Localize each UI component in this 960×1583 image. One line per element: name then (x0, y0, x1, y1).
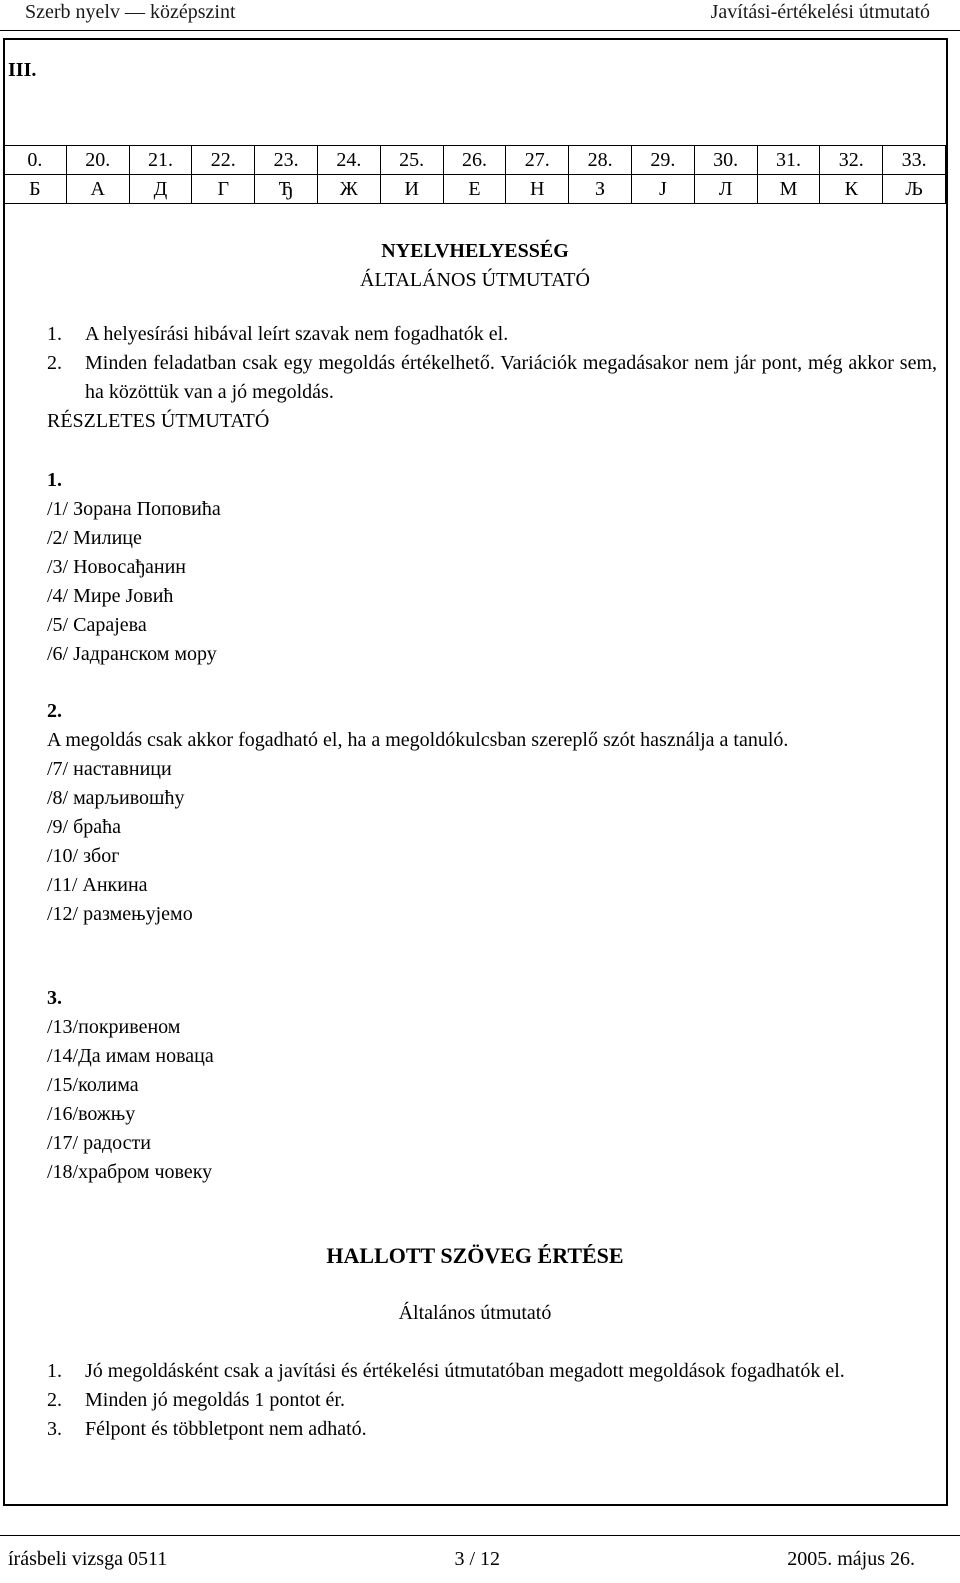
key-letter: Ж (317, 175, 380, 204)
key-letter: Ј (631, 175, 694, 204)
header-divider (0, 30, 960, 31)
task-3 (47, 984, 937, 1187)
footer-date: 2005. május 26. (787, 1548, 915, 1570)
answer-item: /15/колима (47, 1074, 139, 1096)
key-letter: А (66, 175, 129, 204)
page-header (25, 0, 930, 26)
answer-item: /16/вожњу (47, 1103, 136, 1125)
rule-number: 2. (47, 352, 62, 374)
header-subject: Szerb nyelv — középszint (25, 1, 236, 23)
answer-item: /3/ Новосађанин (47, 556, 187, 578)
rule-item (47, 1415, 937, 1444)
rule-item (47, 349, 937, 407)
page-footer (8, 1545, 915, 1574)
task-2 (47, 697, 937, 929)
rule-number: 3. (47, 1418, 62, 1440)
answer-key-numbers-row (4, 146, 946, 175)
key-letter: Е (443, 175, 506, 204)
key-number: 21. (129, 146, 192, 175)
key-number: 27. (506, 146, 569, 175)
answer-item: /14/Да имам новаца (47, 1045, 214, 1067)
key-number: 22. (192, 146, 255, 175)
task-note: A megoldás csak akkor fogadható el, ha a megoldókulcsban szereplő szót használja a tanuló. (47, 729, 789, 751)
section-id: III. (8, 59, 37, 81)
rule-text: Minden jó megoldás 1 pontot ér. (85, 1389, 345, 1411)
key-number: 20. (66, 146, 129, 175)
rule-text: Minden feladatban csak egy megoldás értékelhető. Variációk megadásakor nem jár pont, még akkor sem, ha közöttük van a jó megoldás. (85, 352, 937, 403)
key-letter: Ђ (255, 175, 318, 204)
hallott-title: HALLOTT SZÖVEG ÉRTÉSE (326, 1243, 624, 1268)
rule-text: Félpont és többletpont nem adható. (85, 1418, 367, 1440)
answer-item: /2/ Милице (47, 527, 142, 549)
rule-item (47, 1357, 937, 1386)
answer-key-table (3, 145, 946, 204)
key-letter: З (569, 175, 632, 204)
footer-divider (0, 1535, 960, 1536)
key-number: 26. (443, 146, 506, 175)
answer-item: /5/ Сарајева (47, 614, 147, 636)
key-letter: И (380, 175, 443, 204)
key-letter: Б (4, 175, 67, 204)
key-number: 23. (255, 146, 318, 175)
key-letter: Л (694, 175, 757, 204)
task-label: 1. (47, 469, 62, 491)
answer-item: /10/ због (47, 845, 120, 867)
rule-item (47, 320, 937, 349)
key-number: 30. (694, 146, 757, 175)
key-number: 25. (380, 146, 443, 175)
answer-item: /7/ наставници (47, 758, 172, 780)
answer-item: /1/ Зорана Поповића (47, 498, 221, 520)
answer-item: /13/покривеном (47, 1016, 181, 1038)
task-label: 3. (47, 987, 62, 1009)
rule-text: A helyesírási hibával leírt szavak nem fogadhatók el. (85, 323, 509, 345)
nyelvhelyesseg-title: NYELVHELYESSÉG (381, 240, 569, 262)
key-letter: Љ (883, 175, 946, 204)
answer-item: /18/храбром човеку (47, 1161, 213, 1183)
key-letter: Н (506, 175, 569, 204)
footer-page-number: 3 / 12 (454, 1548, 500, 1570)
detailed-guide-heading: RÉSZLETES ÚTMUTATÓ (47, 410, 270, 432)
key-number: 29. (631, 146, 694, 175)
key-letter: Г (192, 175, 255, 204)
rule-text: Jó megoldásként csak a javítási és értékelési útmutatóban megadott megoldások fogadhatók el. (85, 1360, 845, 1382)
answer-item: /12/ размењујемо (47, 903, 193, 925)
key-letter: М (757, 175, 820, 204)
nyelvhelyesseg-subtitle: ÁLTALÁNOS ÚTMUTATÓ (360, 269, 590, 291)
answer-key-letters-row (4, 175, 946, 204)
answer-item: /11/ Анкина (47, 874, 148, 896)
key-number: 31. (757, 146, 820, 175)
rule-number: 2. (47, 1389, 62, 1411)
rule-number: 1. (47, 1360, 62, 1382)
key-number: 24. (317, 146, 380, 175)
key-number: 0. (4, 146, 67, 175)
key-number: 32. (820, 146, 883, 175)
rule-item (47, 1386, 937, 1415)
general-rules (47, 320, 937, 436)
footer-exam-code: írásbeli vizsga 0511 (8, 1548, 168, 1570)
answer-item: /8/ марљивошћу (47, 787, 185, 809)
answer-item: /6/ Јадранском мору (47, 643, 217, 665)
task-1 (47, 466, 937, 669)
answer-item: /17/ радости (47, 1132, 151, 1154)
answer-item: /9/ браћа (47, 816, 122, 838)
key-number: 28. (569, 146, 632, 175)
answer-item: /4/ Мире Јовић (47, 585, 174, 607)
task-label: 2. (47, 700, 62, 722)
header-doc-type: Javítási-értékelési útmutató (710, 1, 930, 23)
key-letter: К (820, 175, 883, 204)
rule-number: 1. (47, 323, 62, 345)
key-letter: Д (129, 175, 192, 204)
key-number: 33. (883, 146, 946, 175)
listening-rules (47, 1357, 937, 1444)
hallott-subtitle: Általános útmutató (398, 1302, 552, 1324)
